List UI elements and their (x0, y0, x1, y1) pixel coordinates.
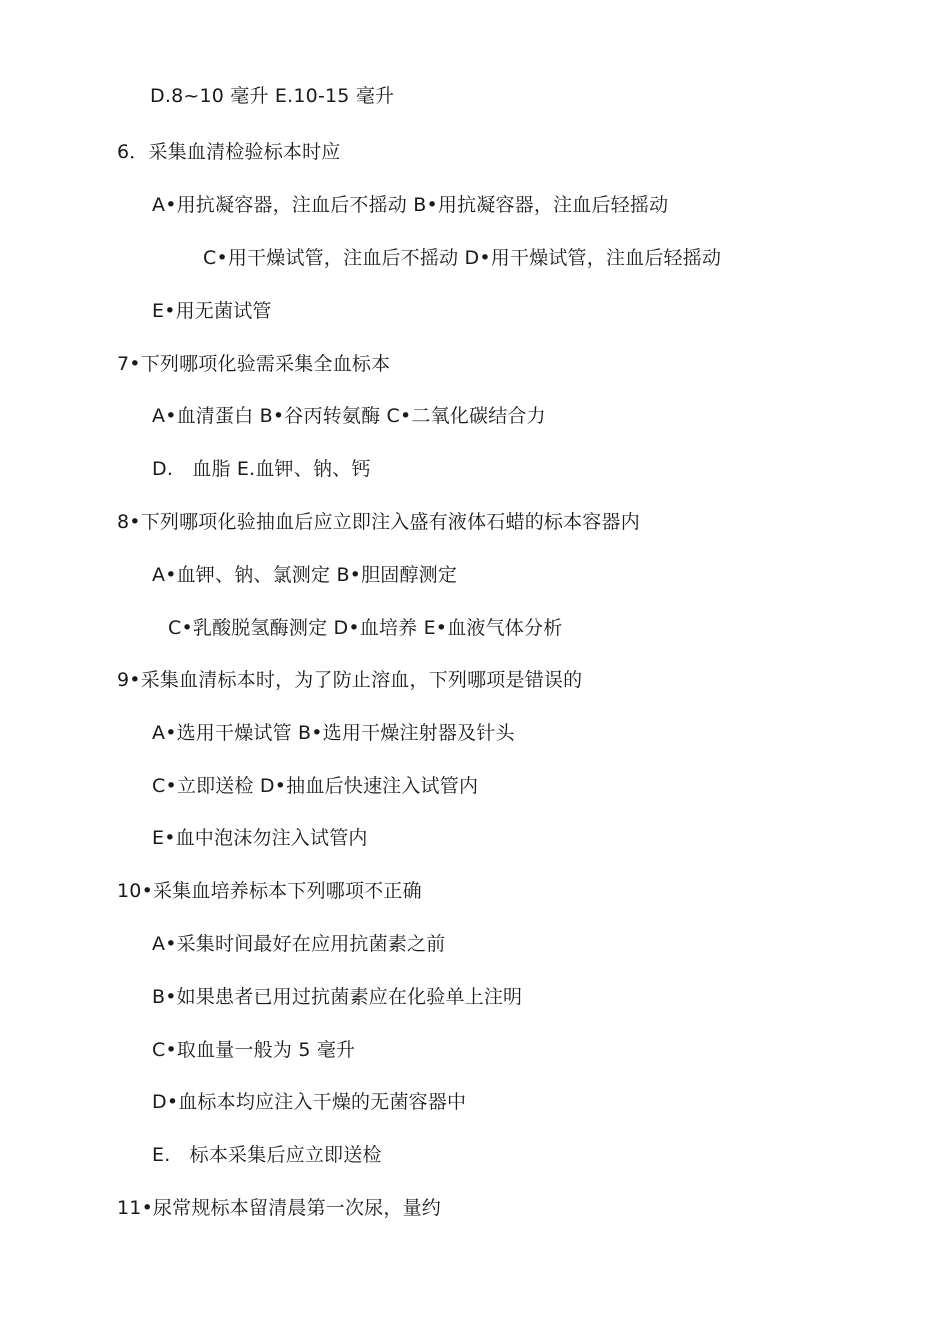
option-line-7de: D. 血脂 E.血钾、钠、钙 (152, 458, 371, 480)
question-11: 11•尿常规标本留清晨第一次尿，量约 (117, 1197, 441, 1219)
question-7: 7•下列哪项化验需采集全血标本 (117, 353, 391, 375)
option-line-10d: D•血标本均应注入干燥的无菌容器中 (152, 1091, 467, 1113)
option-line-7abc: A•血清蛋白 B•谷丙转氨酶 C•二氧化碳结合力 (152, 405, 546, 427)
option-line-6ab: A•用抗凝容器，注血后不摇动 B•用抗凝容器，注血后轻摇动 (152, 194, 669, 216)
option-line-9cd: C•立即送检 D•抽血后快速注入试管内 (152, 775, 479, 797)
option-line-10a: A•采集时间最好在应用抗菌素之前 (152, 933, 446, 955)
question-9: 9•采集血清标本时，为了防止溶血，下列哪项是错误的 (117, 669, 583, 691)
option-line-6cd: C•用干燥试管，注血后不摇动 D•用干燥试管，注血后轻摇动 (203, 247, 722, 269)
option-line-10c: C•取血量一般为 5 毫升 (152, 1039, 356, 1061)
option-line-10b: B•如果患者已用过抗菌素应在化验单上注明 (152, 986, 523, 1008)
question-6: 6．采集血清检验标本时应 (117, 141, 341, 163)
option-line-9ab: A•选用干燥试管 B•选用干燥注射器及针头 (152, 722, 515, 744)
option-line-8cde: C•乳酸脱氢酶测定 D•血培养 E•血液气体分析 (168, 617, 563, 639)
option-line-9e: E•血中泡沫勿注入试管内 (152, 827, 368, 849)
option-line-8ab: A•血钾、钠、氯测定 B•胆固醇测定 (152, 564, 458, 586)
option-line-10e: E. 标本采集后应立即送检 (152, 1144, 382, 1166)
option-line-6e: E•用无菌试管 (152, 300, 272, 322)
question-8: 8•下列哪项化验抽血后应立即注入盛有液体石蜡的标本容器内 (117, 511, 640, 533)
question-10: 10•采集血培养标本下列哪项不正确 (117, 880, 422, 902)
option-line-5de: D.8~10 毫升 E.10-15 毫升 (150, 85, 395, 107)
